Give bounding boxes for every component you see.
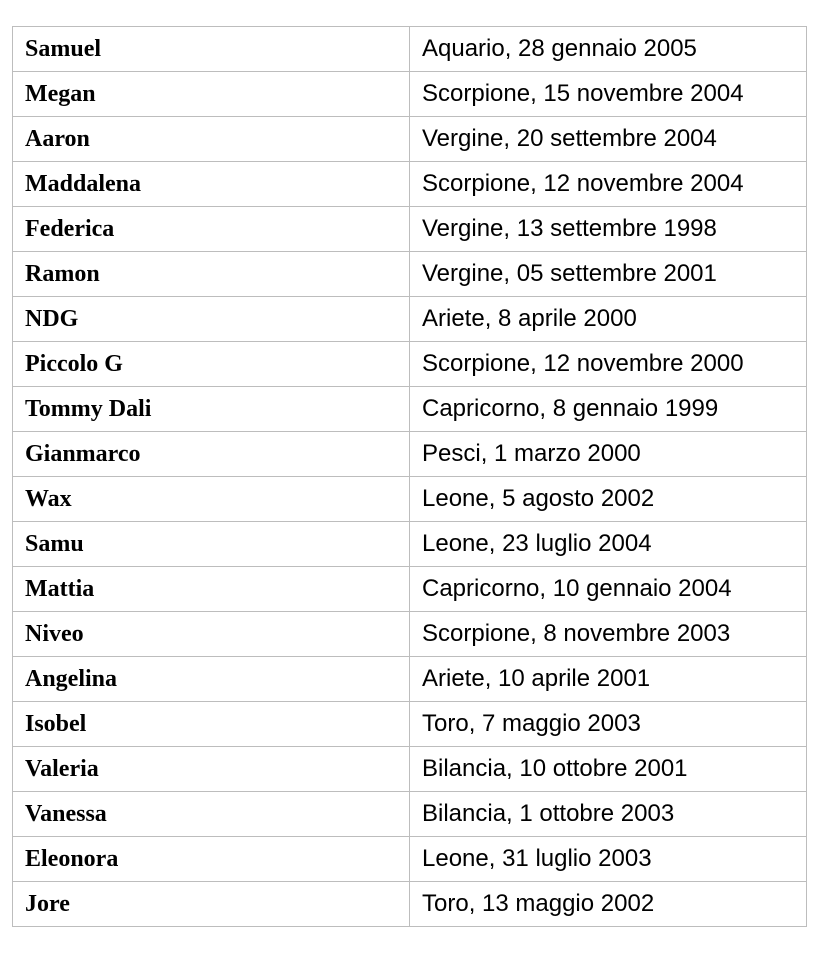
name-cell: Tommy Dali — [13, 387, 410, 432]
zodiac-date-cell: Scorpione, 12 novembre 2004 — [410, 162, 807, 207]
zodiac-date-cell: Vergine, 13 settembre 1998 — [410, 207, 807, 252]
name-cell: Samuel — [13, 27, 410, 72]
name-cell: Angelina — [13, 657, 410, 702]
table-row — [13, 522, 807, 567]
table-row — [13, 702, 807, 747]
zodiac-date-cell: Ariete, 8 aprile 2000 — [410, 297, 807, 342]
zodiac-date-cell: Capricorno, 10 gennaio 2004 — [410, 567, 807, 612]
name-cell: Wax — [13, 477, 410, 522]
name-cell: Vanessa — [13, 792, 410, 837]
table-row — [13, 747, 807, 792]
zodiac-date-cell: Toro, 7 maggio 2003 — [410, 702, 807, 747]
zodiac-date-cell: Vergine, 05 settembre 2001 — [410, 252, 807, 297]
name-cell: NDG — [13, 297, 410, 342]
zodiac-date-cell: Scorpione, 8 novembre 2003 — [410, 612, 807, 657]
table-row — [13, 27, 807, 72]
name-cell: Piccolo G — [13, 342, 410, 387]
zodiac-date-cell: Scorpione, 12 novembre 2000 — [410, 342, 807, 387]
zodiac-date-cell: Leone, 31 luglio 2003 — [410, 837, 807, 882]
zodiac-date-cell: Ariete, 10 aprile 2001 — [410, 657, 807, 702]
name-cell: Niveo — [13, 612, 410, 657]
table-row — [13, 657, 807, 702]
table-row — [13, 882, 807, 927]
name-cell: Megan — [13, 72, 410, 117]
name-cell: Mattia — [13, 567, 410, 612]
table-row — [13, 477, 807, 522]
table-row — [13, 792, 807, 837]
table-row — [13, 837, 807, 882]
table-row — [13, 297, 807, 342]
table-body — [13, 27, 807, 927]
name-cell: Maddalena — [13, 162, 410, 207]
name-cell: Federica — [13, 207, 410, 252]
zodiac-date-cell: Aquario, 28 gennaio 2005 — [410, 27, 807, 72]
zodiac-date-cell: Vergine, 20 settembre 2004 — [410, 117, 807, 162]
table-row — [13, 387, 807, 432]
zodiac-date-cell: Capricorno, 8 gennaio 1999 — [410, 387, 807, 432]
table-row — [13, 432, 807, 477]
name-cell: Gianmarco — [13, 432, 410, 477]
name-cell: Ramon — [13, 252, 410, 297]
table-row — [13, 342, 807, 387]
table-row — [13, 252, 807, 297]
table-row — [13, 72, 807, 117]
name-cell: Eleonora — [13, 837, 410, 882]
table-row — [13, 207, 807, 252]
name-cell: Jore — [13, 882, 410, 927]
zodiac-date-cell: Scorpione, 15 novembre 2004 — [410, 72, 807, 117]
table-row — [13, 117, 807, 162]
table-row — [13, 567, 807, 612]
table-row — [13, 162, 807, 207]
zodiac-date-cell: Leone, 23 luglio 2004 — [410, 522, 807, 567]
zodiac-date-cell: Bilancia, 1 ottobre 2003 — [410, 792, 807, 837]
name-cell: Aaron — [13, 117, 410, 162]
name-cell: Valeria — [13, 747, 410, 792]
zodiac-date-cell: Bilancia, 10 ottobre 2001 — [410, 747, 807, 792]
name-cell: Isobel — [13, 702, 410, 747]
table-row — [13, 612, 807, 657]
zodiac-date-cell: Leone, 5 agosto 2002 — [410, 477, 807, 522]
name-cell: Samu — [13, 522, 410, 567]
birthday-table — [12, 26, 807, 927]
zodiac-date-cell: Toro, 13 maggio 2002 — [410, 882, 807, 927]
zodiac-date-cell: Pesci, 1 marzo 2000 — [410, 432, 807, 477]
